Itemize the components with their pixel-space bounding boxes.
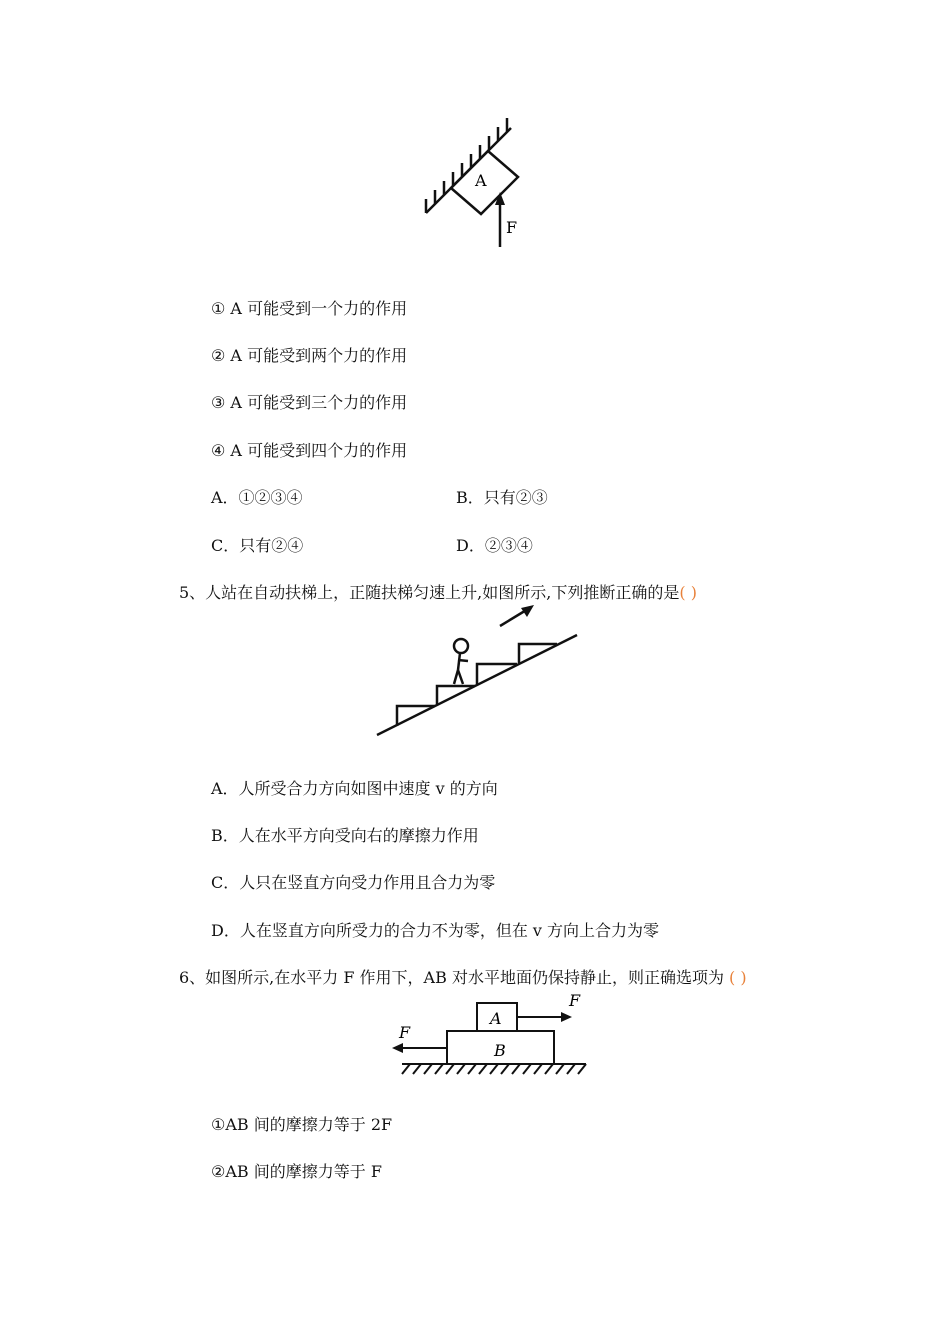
fig1-block-label: A (475, 171, 487, 190)
q6-answer-paren: ( ) (729, 968, 747, 987)
q4-option-c: C．只有②④ (211, 536, 304, 555)
fig3-force-left-label: F (399, 1023, 411, 1042)
q4-statement-3: ③ A 可能受到三个力的作用 (211, 393, 408, 412)
q4-option-a: A．①②③④ (211, 488, 303, 507)
q6-statement-1: ①AB 间的摩擦力等于 2F (211, 1115, 393, 1134)
fig3-top-block-label: A (490, 1009, 502, 1028)
q5-answer-paren: ( ) (679, 583, 697, 602)
q5-option-a: A．人所受合力方向如图中速度 v 的方向 (211, 779, 498, 798)
q4-option-d: D．②③④ (456, 536, 533, 555)
q6-statement-2: ②AB 间的摩擦力等于 F (211, 1162, 382, 1181)
q4-statement-1: ① A 可能受到一个力的作用 (211, 299, 408, 318)
fig3-bottom-block-label: B (494, 1041, 506, 1060)
q6-stem-text: 6、如图所示,在水平力 F 作用下，AB 对水平地面仍保持静止，则正确选项为 (179, 968, 724, 987)
q4-option-b: B．只有②③ (456, 488, 548, 507)
q5-option-d: D．人在竖直方向所受力的合力不为零，但在 v 方向上合力为零 (211, 921, 660, 940)
q5-option-b: B．人在水平方向受向右的摩擦力作用 (211, 826, 479, 845)
q4-statement-4: ④ A 可能受到四个力的作用 (211, 441, 408, 460)
q5-stem-text: 5、人站在自动扶梯上，正随扶梯匀速上升,如图所示,下列推断正确的是 (179, 583, 680, 602)
q4-statement-2: ② A 可能受到两个力的作用 (211, 346, 408, 365)
fig1-force-label: F (506, 218, 518, 237)
q5-option-c: C．人只在竖直方向受力作用且合力为零 (211, 873, 496, 892)
fig3-force-right-label: F (569, 991, 581, 1010)
